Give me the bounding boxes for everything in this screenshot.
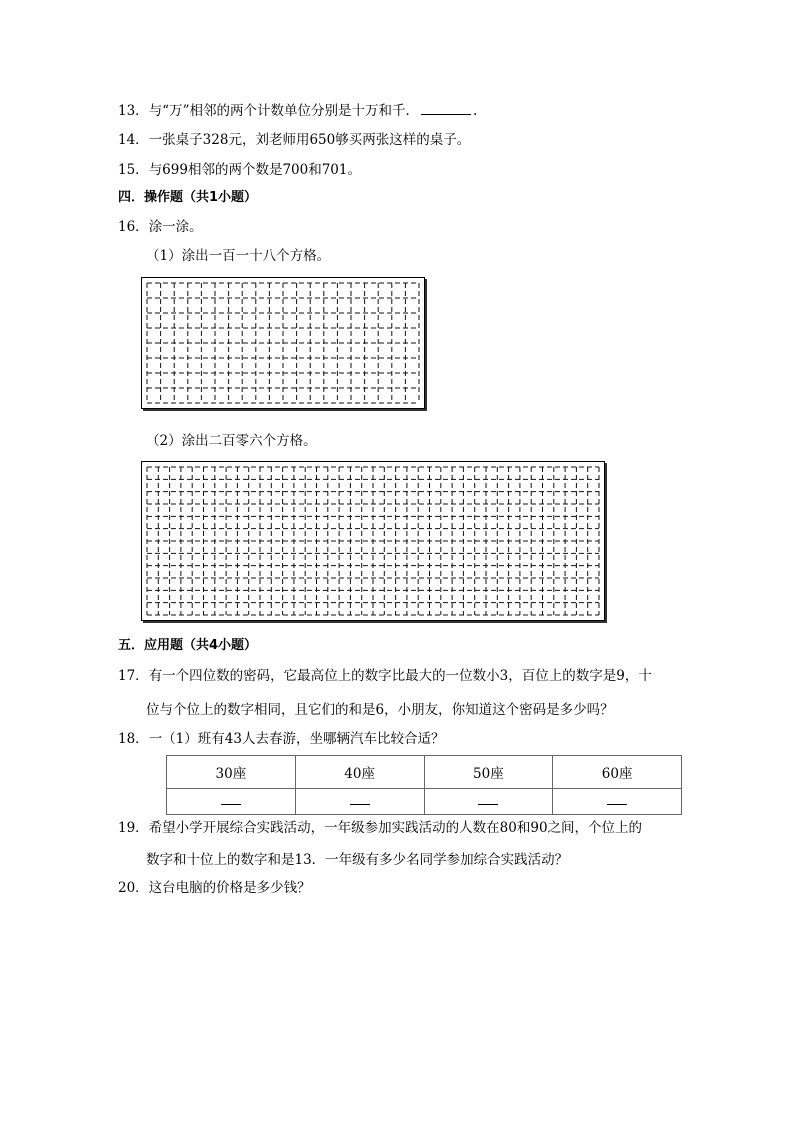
seat-30-header: 30座 bbox=[167, 756, 296, 789]
answer-dash bbox=[607, 796, 627, 805]
grid2-svg[interactable] bbox=[142, 462, 604, 620]
answer-dash bbox=[221, 796, 241, 805]
seat-50-answer[interactable] bbox=[424, 788, 553, 814]
q15-number: 15． bbox=[118, 162, 149, 178]
q16-number: 16． bbox=[118, 219, 149, 235]
seat-50-header: 50座 bbox=[424, 756, 553, 789]
section4-heading: 四．操作题（共1小题） bbox=[118, 190, 258, 205]
q13-text: 与“万”相邻的两个计数单位分别是十万和千． bbox=[148, 103, 419, 119]
seat-40-header: 40座 bbox=[295, 756, 424, 789]
seats-header-row bbox=[167, 756, 682, 789]
seats-table bbox=[166, 755, 682, 815]
q20-number: 20． bbox=[118, 880, 149, 896]
seat-30-answer[interactable] bbox=[167, 788, 296, 814]
seats-answer-row bbox=[167, 788, 682, 814]
q19-text-1: 希望小学开展综合实践活动，一年级参加实践活动的人数在80和90之间，个位上的 bbox=[148, 820, 643, 836]
q14-text: 一张桌子328元，刘老师用650够买两张这样的桌子。 bbox=[148, 132, 471, 148]
q16-sub1: （1）涂出一百一十八个方格。 bbox=[146, 248, 331, 264]
q15-line bbox=[118, 160, 361, 180]
q19-line2: 数字和十位上的数字和是13．一年级有多少名同学参加综合实践活动？ bbox=[146, 852, 569, 868]
q16-text: 涂一涂。 bbox=[148, 219, 203, 235]
q13-answer-blank[interactable] bbox=[421, 100, 471, 115]
section5-heading: 五．应用题（共4小题） bbox=[118, 638, 258, 653]
q16-line bbox=[118, 217, 203, 237]
q19-line1 bbox=[118, 818, 642, 838]
q18-line bbox=[118, 729, 444, 749]
seat-60-answer[interactable] bbox=[553, 788, 682, 814]
seat-60-header: 60座 bbox=[553, 756, 682, 789]
q17-text-1: 有一个四位数的密码，它最高位上的数字比最大的一位数小3，百位上的数字是9，十 bbox=[148, 668, 652, 684]
q14-line bbox=[118, 130, 470, 150]
q13-end: . bbox=[473, 103, 478, 119]
q18-number: 18． bbox=[118, 731, 149, 747]
q14-number: 14． bbox=[118, 132, 149, 148]
grid2-box[interactable] bbox=[141, 461, 605, 621]
q17-line1 bbox=[118, 666, 652, 686]
q13-line bbox=[118, 100, 477, 121]
q20-text: 这台电脑的价格是多少钱？ bbox=[148, 880, 311, 896]
seat-40-answer[interactable] bbox=[295, 788, 424, 814]
q19-number: 19． bbox=[118, 820, 149, 836]
q16-sub2: （2）涂出二百零六个方格。 bbox=[146, 433, 317, 449]
answer-dash bbox=[350, 796, 370, 805]
q18-text: 一（1）班有43人去春游，坐哪辆汽车比较合适？ bbox=[148, 731, 445, 747]
answer-dash bbox=[478, 796, 498, 805]
grid1-svg[interactable] bbox=[142, 278, 424, 408]
q17-line2: 位与个位上的数字相同，且它们的和是6，小朋友，你知道这个密码是多少吗？ bbox=[146, 702, 614, 718]
grid1-box[interactable] bbox=[141, 277, 425, 409]
q15-text: 与699相邻的两个数是700和701。 bbox=[148, 162, 361, 178]
q13-number: 13． bbox=[118, 103, 149, 119]
q17-number: 17． bbox=[118, 668, 149, 684]
q20-line bbox=[118, 878, 311, 898]
